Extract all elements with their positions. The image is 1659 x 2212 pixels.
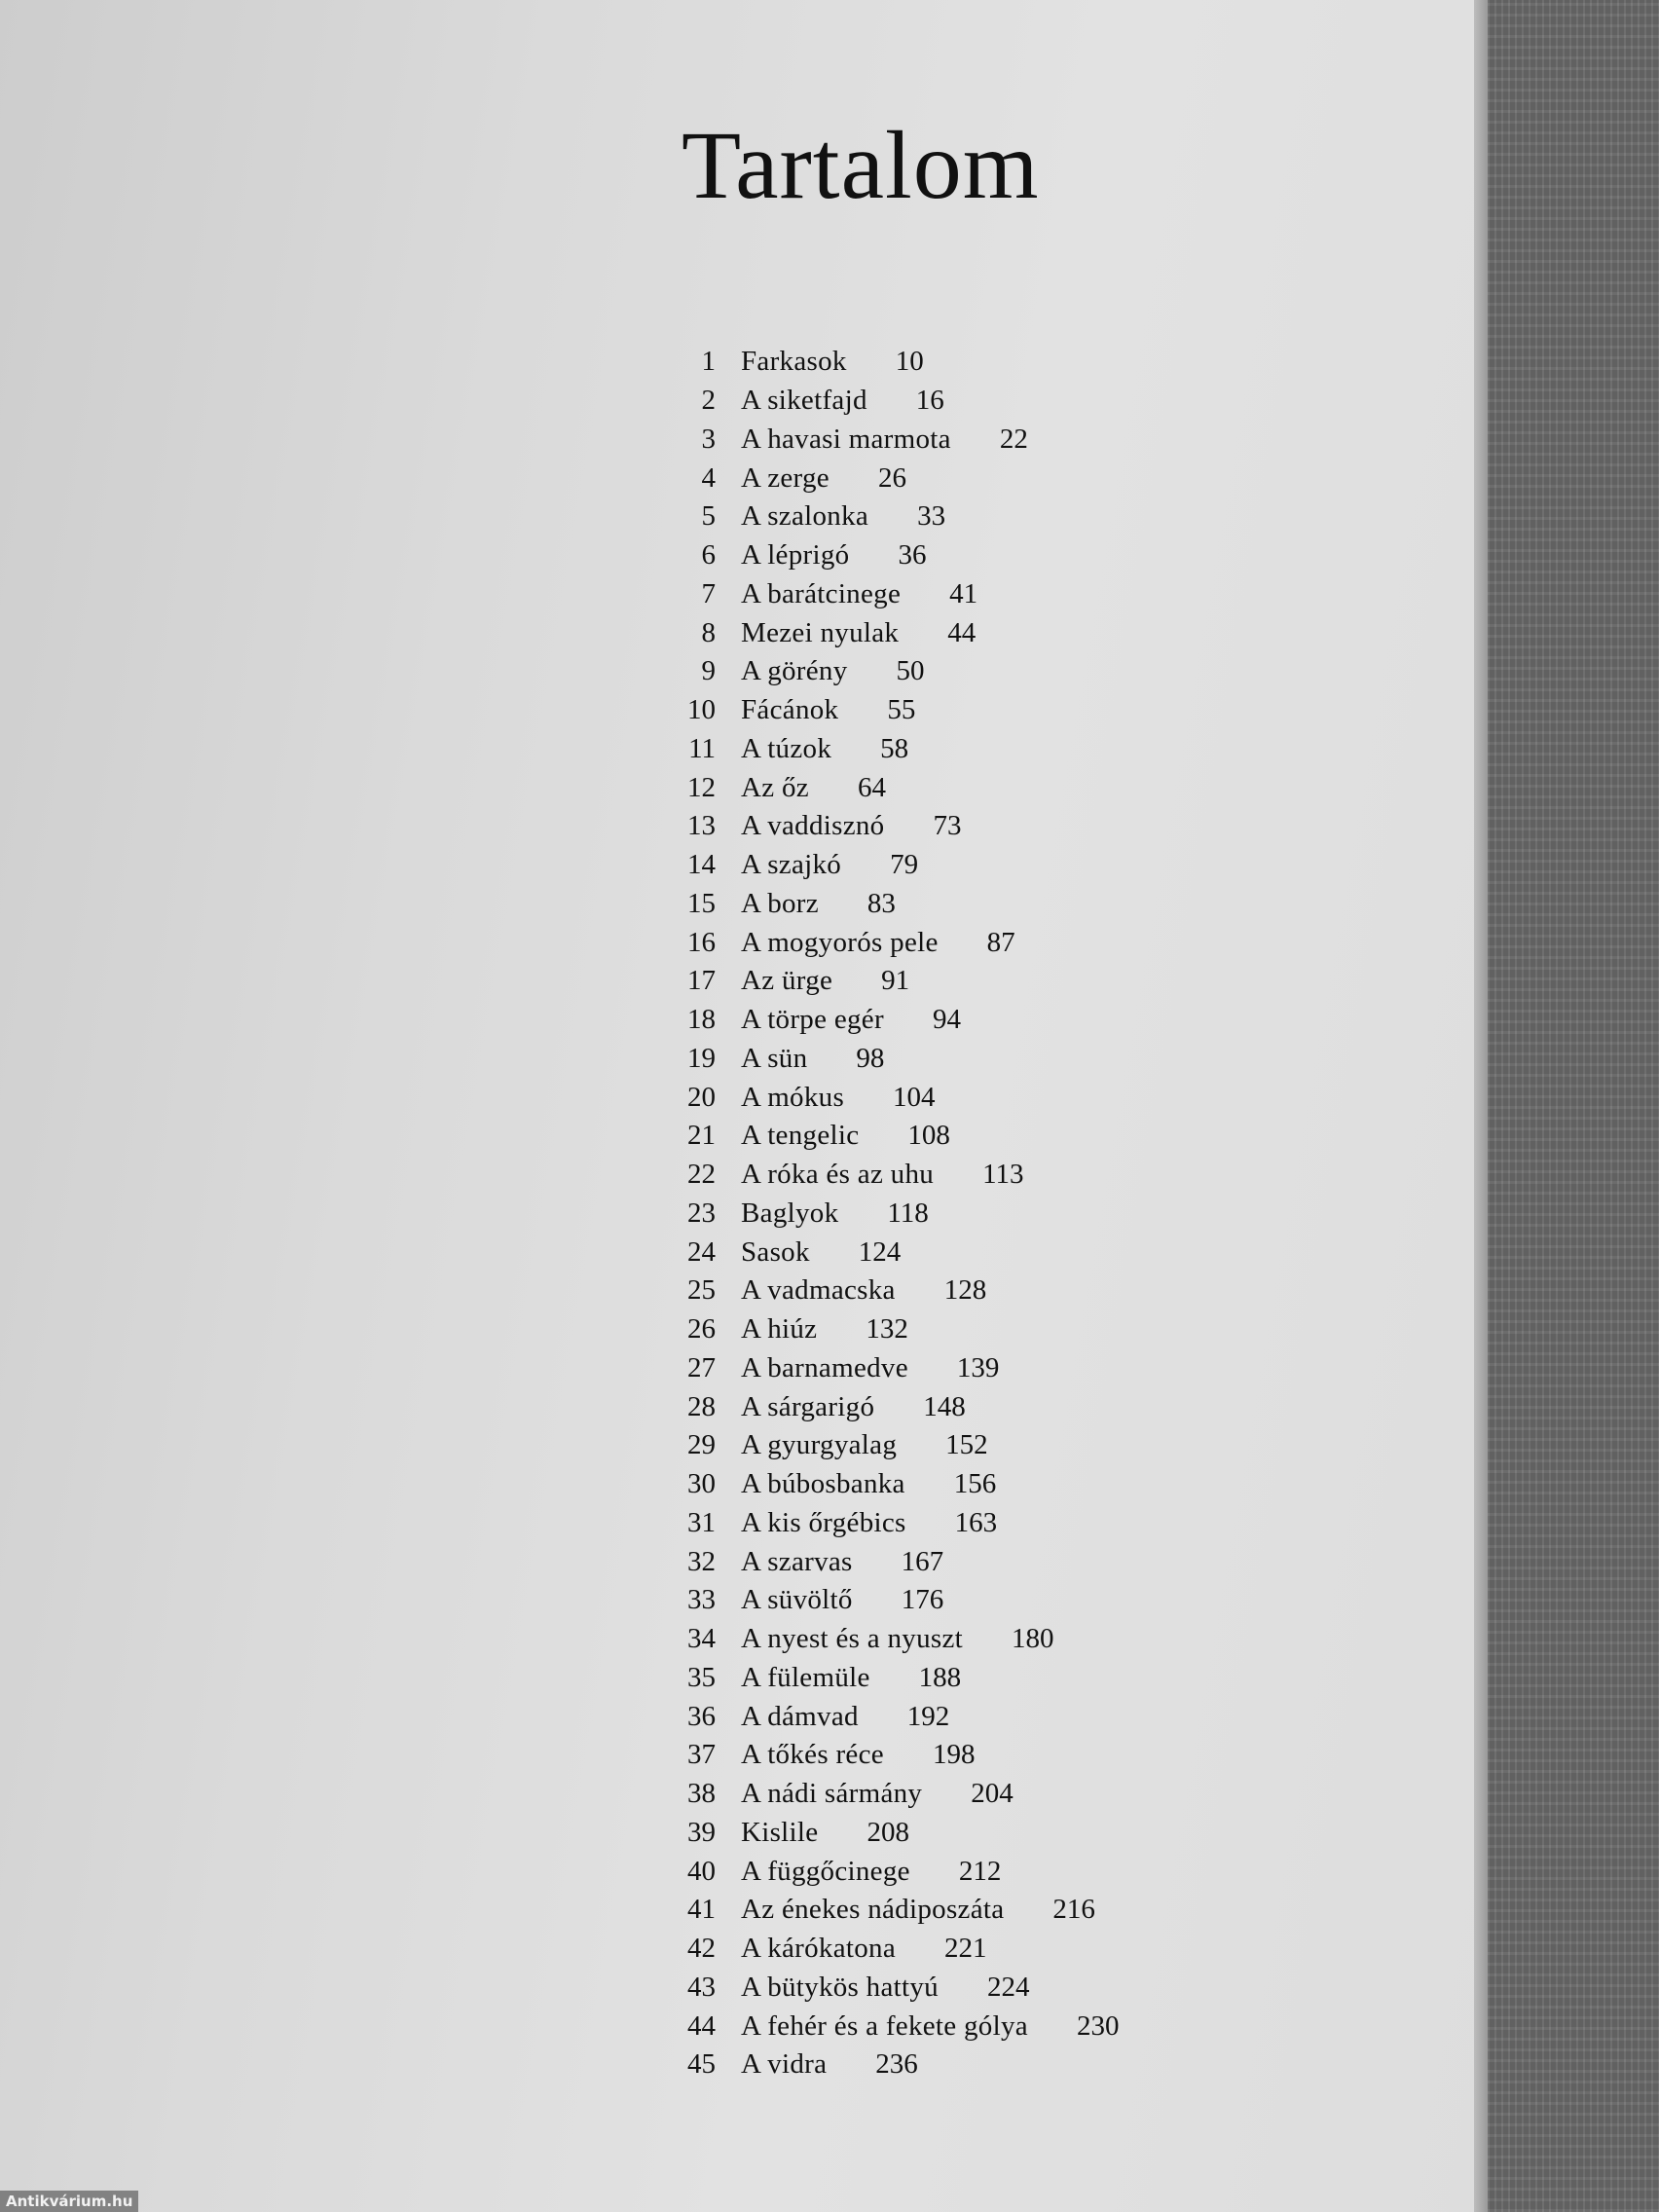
toc-entry [677,846,1119,885]
toc-entry [677,421,1119,460]
entry-title: Farkasok [741,346,847,378]
entry-number: 8 [701,616,716,648]
entry-page-number: 188 [918,1661,962,1693]
entry-title: A szalonka [741,500,869,533]
entry-title: A kárókatona [741,1933,897,1965]
entry-number: 4 [701,461,716,494]
entry-title: A barnamedve [741,1351,908,1383]
entry-page-number: 104 [893,1081,936,1113]
toc-entry [677,1891,1119,1930]
entry-page-number: 36 [898,539,927,571]
toc-entry [677,498,1119,536]
toc-entry [677,652,1119,691]
toc-entry [677,1659,1119,1698]
toc-entry [677,343,1119,382]
toc-entry [677,730,1119,769]
entry-title: A szajkó [741,849,842,881]
entry-page-number: 192 [906,1700,950,1732]
entry-number: 18 [687,1004,716,1036]
toc-entry [677,2007,1119,2046]
entry-page-number: 55 [887,694,916,726]
entry-number: 21 [687,1120,716,1152]
toc-entry [677,1387,1119,1426]
toc-entry [677,885,1119,924]
toc-entry [677,1156,1119,1195]
toc-entry [677,1078,1119,1117]
toc-entry [677,1775,1119,1814]
entry-number: 1 [701,346,716,378]
entry-number: 43 [687,1971,716,2003]
entry-page-number: 108 [907,1120,950,1152]
entry-title: A túzok [741,732,832,764]
entry-page-number: 91 [881,965,910,997]
entry-number: 20 [687,1081,716,1113]
toc-entry [677,382,1119,421]
entry-page-number: 33 [917,500,946,533]
entry-number: 30 [687,1468,716,1500]
entry-number: 35 [687,1661,716,1693]
toc-entry [677,1465,1119,1504]
toc-entry [677,1195,1119,1234]
toc-entry [677,1697,1119,1736]
entry-page-number: 79 [890,849,919,881]
toc-entry [677,807,1119,846]
toc-entry [677,1852,1119,1891]
toc-entry [677,1233,1119,1272]
entry-number: 27 [687,1351,716,1383]
table-of-contents [677,343,1119,2084]
entry-number: 29 [687,1429,716,1461]
entry-title: A törpe egér [741,1004,884,1036]
entry-page-number: 176 [901,1584,944,1616]
entry-title: A gyurgyalag [741,1429,898,1461]
toc-entry [677,1040,1119,1079]
entry-page-number: 50 [896,655,925,687]
page-edge [1474,0,1488,2212]
toc-entry [677,1504,1119,1543]
entry-number: 3 [701,423,716,455]
toc-entry [677,1930,1119,1969]
entry-number: 7 [701,577,716,609]
entry-title: Sasok [741,1235,810,1268]
entry-page-number: 208 [866,1816,909,1848]
entry-page-number: 139 [956,1351,1000,1383]
entry-page-number: 10 [895,346,924,378]
entry-page-number: 204 [971,1778,1014,1810]
toc-entry [677,1310,1119,1349]
toc-entry [677,1542,1119,1581]
entry-title: A sün [741,1042,808,1074]
toc-entry [677,1001,1119,1040]
entry-title: A süvöltő [741,1584,853,1616]
entry-title: A zerge [741,461,830,494]
entry-title: A sárgarigó [741,1390,875,1422]
entry-page-number: 230 [1076,2009,1120,2042]
toc-entry [677,1814,1119,1853]
entry-number: 13 [687,810,716,842]
toc-entry [677,613,1119,652]
entry-title: A havasi marmota [741,423,951,455]
toc-entry [677,1426,1119,1465]
entry-page-number: 198 [932,1739,976,1771]
entry-page-number: 94 [932,1004,961,1036]
toc-entry [677,575,1119,614]
entry-page-number: 180 [1012,1623,1054,1655]
entry-number: 28 [687,1390,716,1422]
entry-page-number: 128 [943,1274,987,1307]
entry-title: Fácánok [741,694,839,726]
entry-page-number: 156 [953,1468,997,1500]
toc-entry [677,2046,1119,2084]
entry-title: A függőcinege [741,1855,910,1887]
entry-page-number: 152 [945,1429,988,1461]
entry-title: A dámvad [741,1700,859,1732]
entry-title: Baglyok [741,1197,839,1229]
entry-number: 44 [687,2009,716,2042]
toc-entry [677,1969,1119,2008]
entry-number: 2 [701,385,716,417]
toc-entry [677,536,1119,575]
entry-title: A vadmacska [741,1274,896,1307]
entry-title: A barátcinege [741,577,902,609]
entry-number: 38 [687,1778,716,1810]
entry-page-number: 98 [856,1042,885,1074]
entry-title: A görény [741,655,848,687]
watermark: Antikvárium.hu [0,2191,138,2212]
entry-number: 15 [687,887,716,919]
toc-entry [677,1581,1119,1620]
entry-title: A búbosbanka [741,1468,905,1500]
entry-title: A vaddisznó [741,810,885,842]
entry-page-number: 124 [858,1235,902,1268]
entry-page-number: 73 [933,810,962,842]
entry-number: 34 [687,1623,716,1655]
entry-number: 9 [701,655,716,687]
toc-entry [677,1117,1119,1156]
entry-title: A siketfajd [741,385,867,417]
entry-number: 39 [687,1816,716,1848]
entry-title: A fülemüle [741,1661,870,1693]
entry-number: 33 [687,1584,716,1616]
entry-number: 32 [687,1545,716,1577]
entry-page-number: 44 [947,616,977,648]
entry-number: 6 [701,539,716,571]
entry-page-number: 167 [901,1545,944,1577]
entry-number: 36 [687,1700,716,1732]
wooden-surface [1488,0,1659,2212]
entry-title: A léprigó [741,539,850,571]
entry-number: 22 [687,1159,716,1191]
toc-entry [677,691,1119,730]
entry-page-number: 58 [880,732,909,764]
entry-number: 24 [687,1235,716,1268]
entry-page-number: 148 [923,1390,966,1422]
entry-title: A fehér és a fekete gólya [741,2009,1028,2042]
entry-page-number: 163 [954,1506,998,1538]
entry-page-number: 236 [875,2048,918,2081]
entry-title: A nyest és a nyuszt [741,1623,964,1655]
entry-number: 16 [687,926,716,958]
toc-entry [677,962,1119,1001]
toc-entry [677,923,1119,962]
entry-page-number: 224 [986,1971,1030,2003]
entry-title: Az énekes nádiposzáta [741,1894,1005,1926]
toc-entry [677,1349,1119,1388]
entry-page-number: 216 [1052,1894,1095,1926]
entry-title: Mezei nyulak [741,616,900,648]
entry-title: A mogyorós pele [741,926,939,958]
entry-page-number: 26 [877,461,906,494]
entry-title: A szarvas [741,1545,853,1577]
entry-title: A kis őrgébics [741,1506,906,1538]
entry-number: 10 [687,694,716,726]
entry-title: A mókus [741,1081,845,1113]
entry-title: Kislile [741,1816,819,1848]
entry-number: 37 [687,1739,716,1771]
entry-page-number: 113 [982,1159,1024,1191]
entry-page-number: 87 [986,926,1015,958]
entry-number: 31 [687,1506,716,1538]
entry-page-number: 41 [949,577,978,609]
toc-entry [677,1272,1119,1310]
entry-number: 45 [687,2048,716,2081]
entry-title: A nádi sármány [741,1778,923,1810]
entry-title: A tőkés réce [741,1739,884,1771]
toc-entry [677,1620,1119,1659]
entry-number: 17 [687,965,716,997]
entry-title: A borz [741,887,819,919]
entry-page-number: 212 [958,1855,1002,1887]
toc-entry [677,459,1119,498]
entry-page-number: 132 [866,1313,908,1346]
entry-number: 12 [687,771,716,803]
entry-title: Az őz [741,771,809,803]
entry-number: 19 [687,1042,716,1074]
entry-page-number: 64 [857,771,886,803]
toc-entry [677,768,1119,807]
entry-number: 40 [687,1855,716,1887]
page-title: Tartalom [682,111,1040,219]
entry-title: A bütykös hattyú [741,1971,939,2003]
entry-number: 42 [687,1933,716,1965]
entry-number: 41 [687,1894,716,1926]
toc-entry [677,1736,1119,1775]
entry-title: A tengelic [741,1120,860,1152]
entry-title: A vidra [741,2048,828,2081]
entry-page-number: 16 [915,385,944,417]
entry-page-number: 118 [887,1197,929,1229]
entry-title: A hiúz [741,1313,818,1346]
entry-title: Az ürge [741,965,833,997]
entry-number: 25 [687,1274,716,1307]
entry-number: 5 [701,500,716,533]
entry-title: A róka és az uhu [741,1159,935,1191]
entry-page-number: 22 [999,423,1028,455]
entry-number: 11 [688,732,716,764]
entry-page-number: 83 [866,887,896,919]
entry-number: 14 [687,849,716,881]
entry-page-number: 221 [944,1933,987,1965]
entry-number: 26 [687,1313,716,1346]
entry-number: 23 [687,1197,716,1229]
